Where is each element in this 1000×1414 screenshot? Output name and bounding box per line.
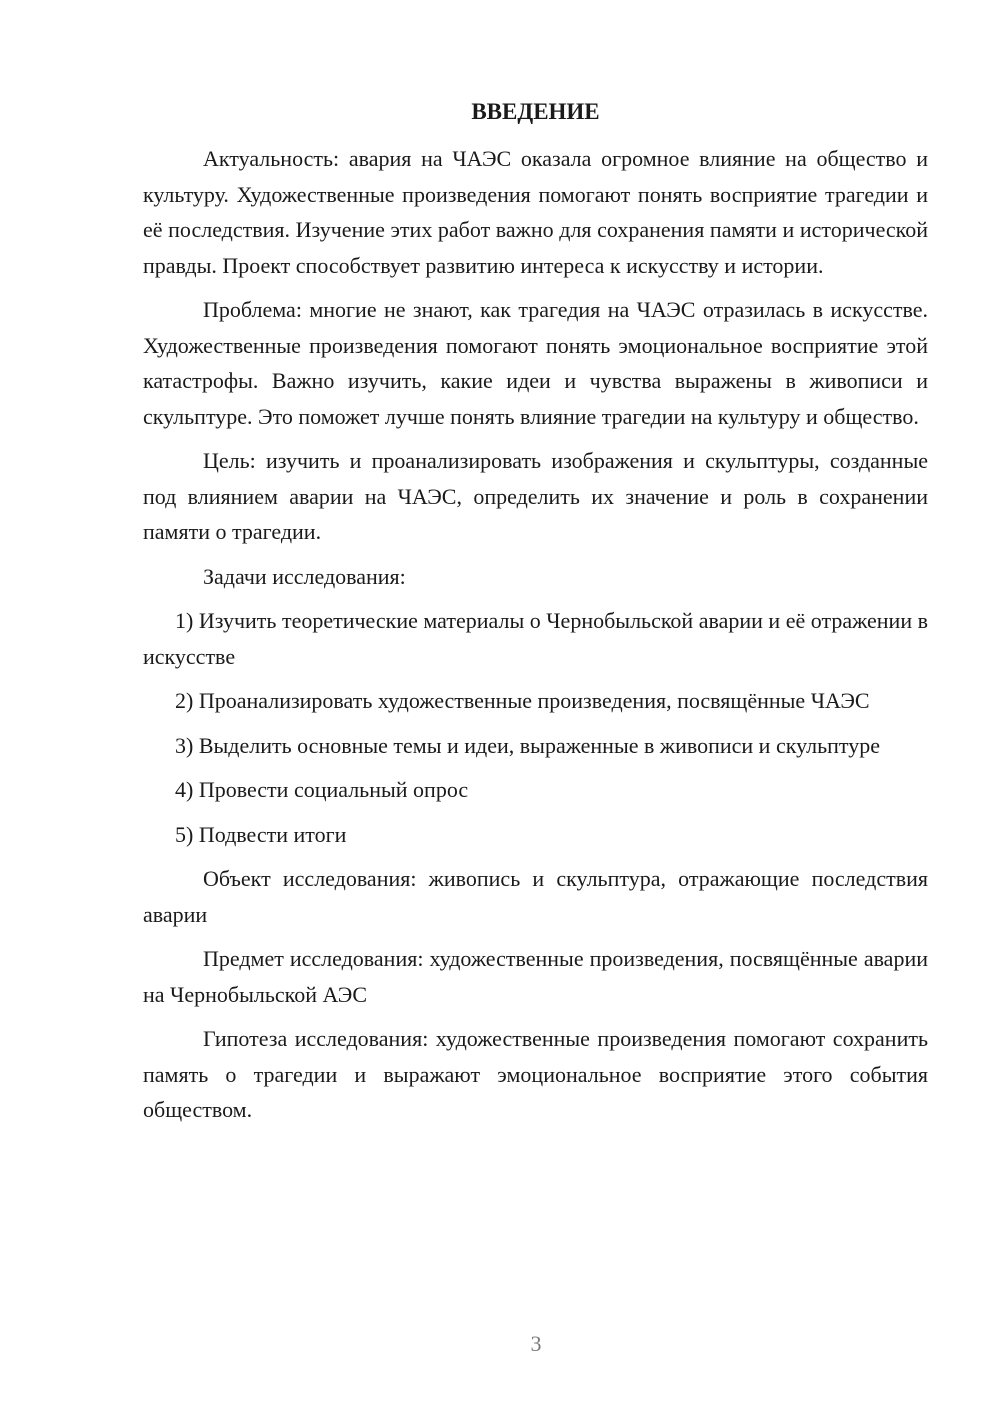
- document-page: [143, 94, 928, 1128]
- task-item-2: 2) Проанализировать художественные произведения, посвящённые ЧАЭС: [175, 688, 870, 713]
- task-item-4: 4) Провести социальный опрос: [175, 777, 469, 802]
- hypothesis-paragraph: Гипотеза исследования: художественные произведения помогают сохранить память о трагедии и выражают эмоциональное восприятие этого события обществом.: [143, 1026, 928, 1122]
- problem-paragraph: Проблема: многие не знают, как трагедия на ЧАЭС отразилась в искусстве. Художественные произведения помогают понять эмоциональное восприятие этой катастрофы. Важно изучить, какие идеи и чувства выражены в живописи и скульптуре. Это поможет лучше понять влияние трагедии на культуру и общество.: [143, 297, 928, 429]
- page-number: 3: [530, 1331, 542, 1356]
- subject-paragraph: Предмет исследования: художественные произведения, посвящённые аварии на Чернобыльской АЭС: [143, 946, 928, 1007]
- task-item-1: 1) Изучить теоретические материалы о Чернобыльской аварии и её отражении в искусстве: [143, 608, 928, 669]
- task-item-3: 3) Выделить основные темы и идеи, выраженные в живописи и скульптуре: [175, 732, 880, 758]
- relevance-paragraph: Актуальность: авария на ЧАЭС оказала огромное влияние на общество и культуру. Художественные произведения помогают понять восприятие трагедии и её последствия. Изучение этих работ важно для сохранения памяти и исторической правды. Проект способствует развитию интереса к искусству и истории.: [143, 146, 928, 278]
- task-item-5: 5) Подвести итоги: [175, 821, 347, 847]
- section-title: ВВЕДЕНИЕ: [471, 99, 600, 124]
- tasks-heading: Задачи исследования:: [203, 563, 406, 589]
- object-paragraph: Объект исследования: живопись и скульптура, отражающие последствия аварии: [143, 866, 928, 927]
- goal-paragraph: Цель: изучить и проанализировать изображения и скульптуры, созданные под влиянием аварии на ЧАЭС, определить их значение и роль в сохранении памяти о трагедии.: [143, 448, 928, 544]
